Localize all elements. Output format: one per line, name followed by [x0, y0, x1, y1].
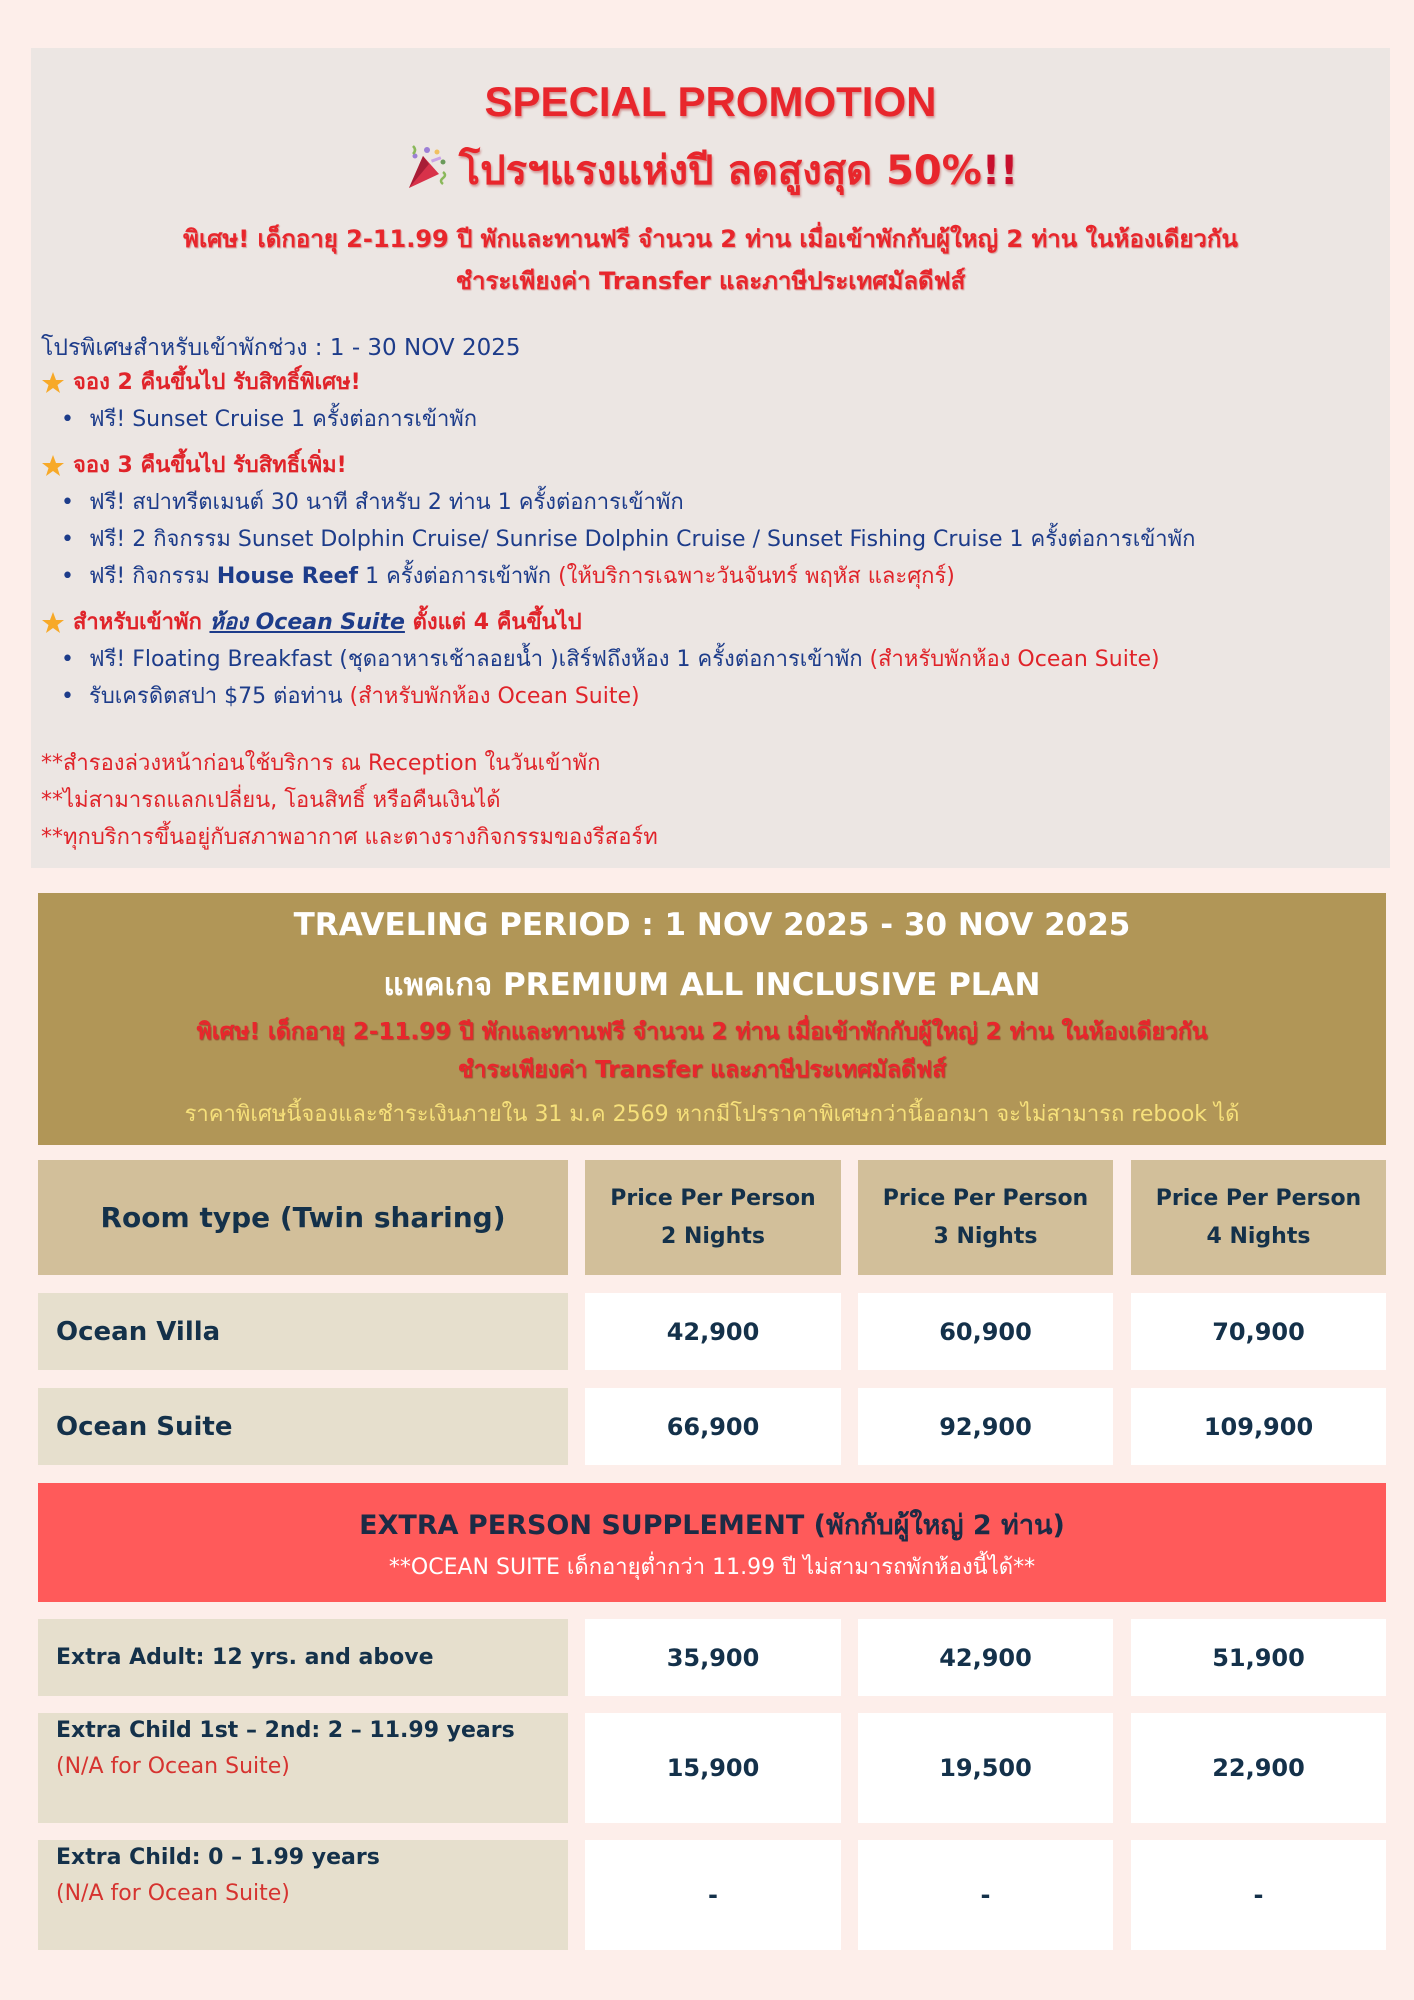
benefit-item: [55, 558, 1380, 595]
term-note: **สำรองล่วงหน้าก่อนใช้บริการ ณ Reception ในวันเข้าพัก: [41, 751, 601, 776]
tier-ocean-suite-benefits: [55, 641, 1380, 715]
header-line-2: 4 Nights: [1206, 1223, 1311, 1249]
benefit-item: [55, 641, 1380, 678]
package-special-offer: [38, 1013, 1366, 1089]
promotion-subtitle: [31, 138, 1390, 202]
star-icon: [41, 611, 65, 635]
supplement-extra-adult: Extra Adult: 12 yrs. and above: [38, 1619, 568, 1696]
promotion-details: [41, 331, 1380, 856]
supplement-na-note: (N/A for Ocean Suite): [56, 1754, 290, 1779]
header-room-type: Room type (Twin sharing): [38, 1160, 568, 1275]
promotion-subtitle-text: โปรฯแรงแห่งปี ลดสูงสุด 50%: [458, 148, 982, 194]
header-line-2: 3 Nights: [933, 1223, 1038, 1249]
benefit-item: • ฟรี! Sunset Cruise 1 ครั้งต่อการเข้าพัก: [55, 401, 1380, 438]
booking-deadline-note: ราคาพิเศษนี้จองและชำระเงินภายใน 31 ม.ค 2569 หากมีโปรราคาพิเศษกว่านี้ออกมา จะไม่สามารถ rebook ได้: [184, 1102, 1240, 1127]
supplement-label: Extra Child: 0 – 1.99 years: [56, 1845, 380, 1870]
header-price-4-nights: [1131, 1160, 1386, 1275]
price-cell: 92,900: [858, 1388, 1113, 1465]
package-plan-name: แพคเกจ PREMIUM ALL INCLUSIVE PLAN: [383, 967, 1041, 1003]
tier-2-nights-heading: [41, 365, 1380, 401]
benefit-item: • ฟรี! สปาทรีตเมนต์ 30 นาที สำหรับ 2 ท่าน 1 ครั้งต่อการเข้าพัก: [55, 484, 1380, 521]
tier-heading-prefix: สำหรับเข้าพัก: [73, 610, 210, 635]
price-cell: 109,900: [1131, 1388, 1386, 1465]
price-cell: 66,900: [585, 1388, 841, 1465]
term-note: **ทุกบริการขึ้นอยู่กับสภาพอากาศ และตางรางกิจกรรมของรีสอร์ท: [41, 825, 658, 850]
price-cell: 42,900: [585, 1293, 841, 1370]
benefit-note: (ให้บริการเฉพาะวันจันทร์ พฤหัส และศุกร์): [558, 564, 955, 589]
header-line-2: 2 Nights: [661, 1223, 765, 1249]
tier-heading-text: จอง 3 คืนขึ้นไป รับสิทธิ์เพิ่ม!: [73, 453, 347, 478]
supplement-extra-child-2-11: [38, 1713, 568, 1823]
exclamation-marks: !!: [981, 148, 1019, 194]
header-price-2-nights: [585, 1160, 841, 1275]
benefit-text: ฟรี! Floating Breakfast (ชุดอาหารเช้าลอยน้ำ )เสิร์ฟถึงห้อง 1 ครั้งต่อการเข้าพัก: [89, 647, 870, 672]
header-price-3-nights: [858, 1160, 1113, 1275]
supplement-label: Extra Child 1st – 2nd: 2 – 11.99 years: [56, 1718, 515, 1743]
benefit-prefix: ฟรี! กิจกรรม: [89, 564, 217, 589]
benefit-text: 1 ครั้งต่อการเข้าพัก: [358, 564, 559, 589]
house-reef-label: House Reef: [216, 564, 359, 589]
promotion-special-offer: [31, 218, 1390, 302]
benefit-item: [55, 678, 1380, 715]
extra-person-supplement-banner: [38, 1483, 1386, 1602]
price-cell: 35,900: [585, 1619, 841, 1696]
benefit-item: • ฟรี! 2 กิจกรรม Sunset Dolphin Cruise/ Sunrise Dolphin Cruise / Sunset Fishing Cruise 1 ครั้งต่อการเข้าพัก: [55, 521, 1380, 558]
supplement-subtitle: **OCEAN SUITE เด็กอายุต่ำกว่า 11.99 ปี ไม่สามารถพักห้องนี้ได้**: [388, 1555, 1036, 1580]
header-line-1: Price Per Person: [610, 1185, 816, 1211]
promotion-period: โปรพิเศษสำหรับเข้าพักช่วง : 1 - 30 NOV 2025: [41, 335, 521, 361]
price-cell: 42,900: [858, 1619, 1113, 1696]
traveling-period: TRAVELING PERIOD : 1 NOV 2025 - 30 NOV 2025: [293, 907, 1131, 943]
price-cell: 60,900: [858, 1293, 1113, 1370]
price-cell: 70,900: [1131, 1293, 1386, 1370]
price-cell: 19,500: [858, 1713, 1113, 1823]
promotion-panel: [31, 48, 1390, 868]
package-banner: [38, 893, 1386, 1145]
benefit-note: (สำหรับพักห้อง Ocean Suite): [349, 684, 640, 709]
special-offer-line-2: ชำระเพียงค่า Transfer และภาษีประเทศมัลดีฟส์: [455, 267, 966, 295]
price-cell: 15,900: [585, 1713, 841, 1823]
room-type-ocean-villa: Ocean Villa: [38, 1293, 568, 1370]
tier-3-nights-heading: [41, 448, 1380, 484]
star-icon: [41, 371, 65, 395]
terms-notes: [41, 745, 1380, 856]
tier-heading-text: จอง 2 คืนขึ้นไป รับสิทธิ์พิเศษ!: [73, 370, 361, 395]
tier-2-nights-benefits: [55, 401, 1380, 438]
price-cell: -: [1131, 1840, 1386, 1950]
supplement-title: EXTRA PERSON SUPPLEMENT (พักกับผู้ใหญ่ 2 ท่าน): [359, 1510, 1065, 1541]
tier-3-nights-benefits: [55, 484, 1380, 595]
party-popper-icon: [403, 142, 453, 192]
price-cell: -: [585, 1840, 841, 1950]
special-offer-line-1: พิเศษ! เด็กอายุ 2-11.99 ปี พักและทานฟรี จำนวน 2 ท่าน เมื่อเข้าพักกับผู้ใหญ่ 2 ท่าน ในห้องเดียวกัน: [183, 225, 1238, 253]
star-icon: [41, 454, 65, 478]
special-offer-line-1: พิเศษ! เด็กอายุ 2-11.99 ปี พักและทานฟรี จำนวน 2 ท่าน เมื่อเข้าพักกับผู้ใหญ่ 2 ท่าน ในห้องเดียวกัน: [196, 1019, 1208, 1045]
room-type-ocean-suite: Ocean Suite: [38, 1388, 568, 1465]
benefit-text: รับเครดิตสปา $75 ต่อท่าน: [89, 684, 350, 709]
supplement-na-note: (N/A for Ocean Suite): [56, 1881, 290, 1906]
price-cell: -: [858, 1840, 1113, 1950]
tier-ocean-suite-heading: [41, 605, 1380, 641]
ocean-suite-link[interactable]: ห้อง Ocean Suite: [209, 610, 405, 635]
header-line-1: Price Per Person: [882, 1185, 1089, 1211]
promotion-title: SPECIAL PROMOTION: [484, 78, 937, 125]
supplement-extra-child-0-1: [38, 1840, 568, 1950]
term-note: **ไม่สามารถแลกเปลี่ยน, โอนสิทธิ์ หรือคืนเงินได้: [41, 788, 501, 813]
tier-heading-suffix: ตั้งแต่ 4 คืนขึ้นไป: [404, 610, 582, 635]
special-offer-line-2: ชำระเพียงค่า Transfer และภาษีประเทศมัลดีฟส์: [457, 1057, 947, 1083]
benefit-note: (สำหรับพักห้อง Ocean Suite): [869, 647, 1160, 672]
price-cell: 22,900: [1131, 1713, 1386, 1823]
header-line-1: Price Per Person: [1155, 1185, 1362, 1211]
price-cell: 51,900: [1131, 1619, 1386, 1696]
